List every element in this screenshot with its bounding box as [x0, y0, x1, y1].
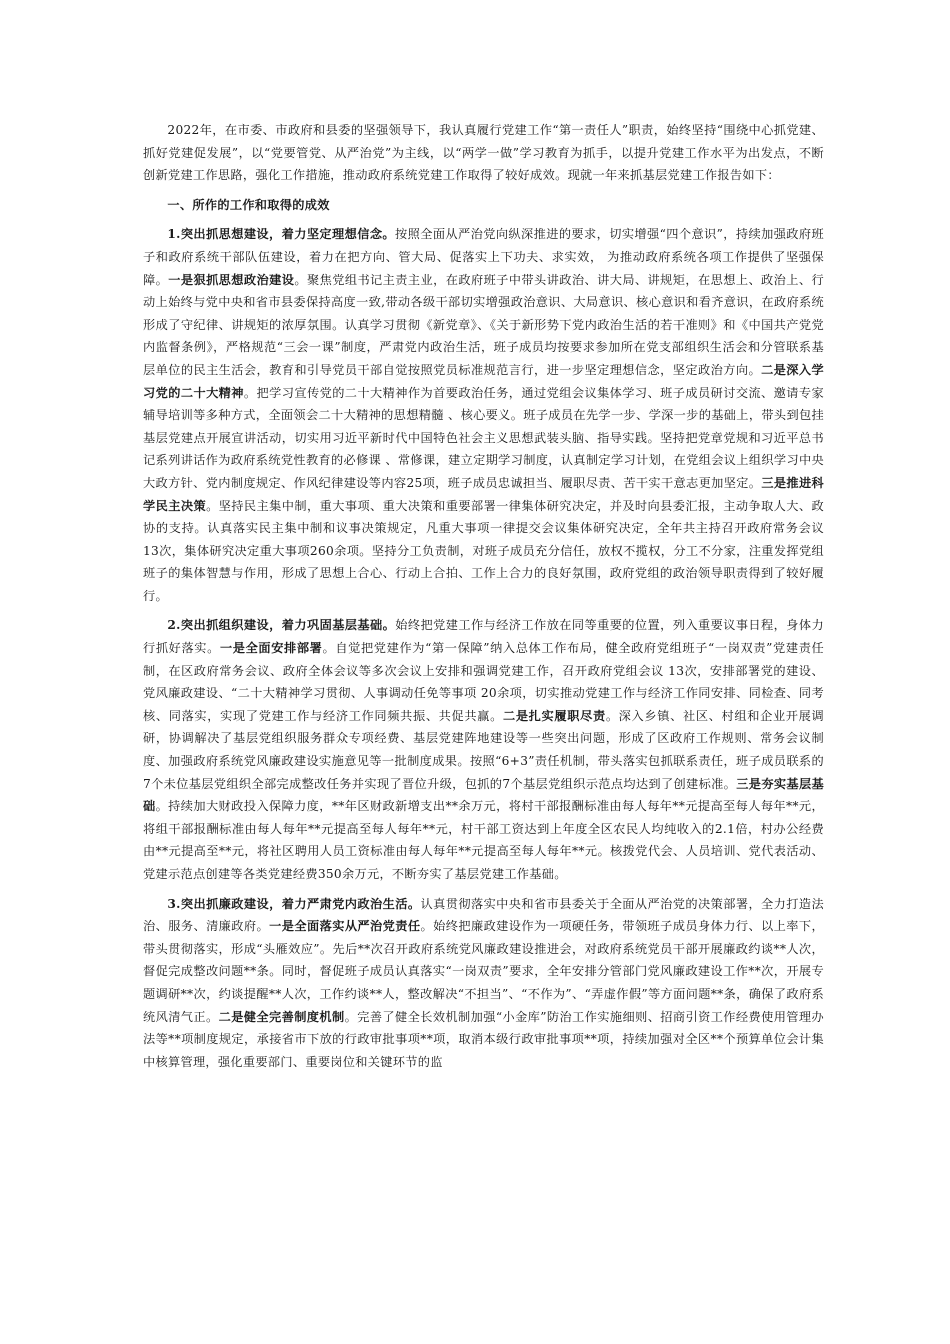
- paragraph-subhead: 三是夯实基层基础: [143, 776, 824, 814]
- paragraph-text: 始终把党建工作与经济工作放在同等重要的位置，列入重要议事日程，身体力行抓好落实。: [143, 618, 824, 656]
- paragraph-text: 按照全面从严治党向纵深推进的要求，切实增强“四个意识”，持续加强政府班子和政府系统干部队伍建设，着力在把方向、管大局、促落实上下功夫、求实效， 为推动政府系统各项工作提供了坚强保障。: [143, 227, 824, 287]
- paragraph-lead: 2.突出抓组织建设，着力巩固基层基础。: [167, 618, 396, 633]
- paragraph-text: 认真贯彻落实中央和省市县委关于全面从严治党的决策部署，全力打造法治、服务、清廉政府。: [143, 896, 824, 934]
- paragraph-lead: 1.突出抓思想建设，着力坚定理想信念。: [167, 227, 396, 242]
- paragraph-text: 。始终把廉政建设作为一项硬任务，带领班子成员身体力行、以上率下，带头贯彻落实，形成“头雁效应”。先后**次召开政府系统党风廉政建设推进会，对政府系统党员干部开展廉政约谈**人次，督促完成整改问题**条。同时，督促班子成员认真落实“一岗双责”要求，全年安排分管部门党风廉政建设工作**次，开展专题调研**次，约谈提醒**人次，工作约谈**人，整改解决“不担当”、“不作为”、“弄虚作假”等方面问题**条，确保了政府系统风清气正。: [143, 919, 824, 1024]
- paragraph-subhead: 一是全面落实从严治党责任: [269, 919, 421, 934]
- paragraph-subhead: 二是健全完善制度机制: [218, 1009, 345, 1024]
- paragraph-subhead: 三是推进科学民主决策: [143, 475, 824, 513]
- paragraph-subhead: 二是深入学习党的二十大精神: [143, 362, 825, 400]
- paragraph-subhead: 二是扎实履职尽责: [502, 708, 606, 723]
- paragraph-text: 。坚持民主集中制，重大事项、重大决策和重要部署一律集体研究决定，并及时向县委汇报，主动争取人大、政协的支持。认真落实民主集中制和议事决策规定，凡重大事项一律提交会议集体研究决定，全年共主持召开政府常务会议 13次，集体研究决定重大事项260余项。坚持分工负责制，对班子成员充分信任，放权不揽权，分工不分家，注重发挥党组班子的集体智慧与作用，形成了思想上合心、行动上合拍、工作上合力的良好氛围，政府党组的政治领导职责得到了较好履行。: [143, 498, 825, 603]
- section-heading-1: 一、所作的工作和取得的成效: [167, 197, 330, 212]
- paragraph-text: 。聚焦党组书记主责主业，在政府班子中带头讲政治、讲大局、讲规矩，在思想上、政治上、行动上始终与党中央和省市县委保持高度一致,带动各级干部切实增强政治意识、大局意识、核心意识和看齐意识，在政府系统形成了守纪律、讲规矩的浓厚氛围。认真学习贯彻《新党章》、《关于新形势下党内政治生活的若干准则》和《中国共产党党内监督条例》，严格规范“三会一课”制度，严肃党内政治生活，班子成员均按要求参加所在党支部组织生活会和分管联系基层单位的民主生活会，教育和引导党员干部自觉按照党员标准规范言行，进一步坚定理想信念，坚定政治方向。: [143, 272, 824, 377]
- paragraph-text: 。把学习宣传党的二十大精神作为首要政治任务，通过党组会议集体学习、班子成员研讨交流、邀请专家辅导培训等多种方式，全面领会二十大精神的思想精髓 、核心要义。班子成员在先学一步、学深一步的基础上，带头到包挂基层党建点开展宣讲活动，切实用习近平新时代中国特色社会主义思想武装头脑、指导实践。坚持把党章党规和习近平总书记系列讲话作为政府系统党性教育的必修课 、常修课，建立定期学习制度，认真制定学习计划，在党组会议上组织学习中央大政方针、党内制度规定、作风纪律建设等内容25项，班子成员忠诚担当、履职尽责、苦干实干意志更加坚定。: [143, 385, 824, 490]
- paragraph-integrity-building: [143, 893, 824, 1074]
- paragraph-subhead: 一是全面安排部署: [219, 641, 323, 656]
- paragraph-organization-building: [143, 614, 824, 885]
- paragraph-ideological-building: [143, 223, 824, 607]
- paragraph-lead: 3.突出抓廉政建设，着力严肃党内政治生活。: [167, 896, 421, 911]
- document-body: [143, 119, 824, 1080]
- paragraph-subhead: 一是狠抓思想政治建设: [168, 272, 295, 287]
- paragraph-text: 。持续加大财政投入保障力度，**年区财政新增支出**余万元，将村干部报酬标准由每人每年**元提高至每人每年**元，将组干部报酬标准由每人每年**元提高至每人每年**元，村干部工资达到上年度全区农民人均纯收入的2.1倍，村办公经费由**元提高至**元，将社区聘用人员工资标准由每人每年**元提高至每人每年**元。核拨党代会、人员培训、党代表活动、党建示范点创建等各类党建经费350余万元，不断夯实了基层党建工作基础。: [143, 799, 824, 881]
- paragraph-text: 。自觉把党建作为“第一保障”纳入总体工作布局，健全政府党组班子“一岗双责”党建责任制，在区政府常务会议、政府全体会议等多次会议上安排和强调党建工作，召开政府党组会议 13次，安排部署党的建设、党风廉政建设、“二十大精神学习贯彻、人事调动任免等事项 20余项，切实推动党建工作与经济工作同安排、同检查、同考核、同落实，实现了党建工作与经济工作同频共振、共促共赢。: [143, 641, 824, 723]
- paragraph-text: 。完善了健全长效机制加强“小金库”防治工作实施细则、招商引资工作经费使用管理办法等**项制度规定，承接省市下放的行政审批事项**项，取消本级行政审批事项**项，持续加强对全区**个预算单位会计集中核算管理，强化重要部门、重要岗位和关键环节的监: [143, 1009, 825, 1069]
- intro-paragraph: 2022年，在市委、市政府和县委的坚强领导下，我认真履行党建工作“第一责任人”职责，始终坚持“围绕中心抓党建、抓好党建促发展”，以“党要管党、从严治党”为主线，以“两学一做”学习教育为抓手，以提升党建工作水平为出发点，不断创新党建工作思路，强化工作措施，推动政府系统党建工作取得了较好成效。现就一年来抓基层党建工作报告如下：: [143, 123, 824, 183]
- paragraph-text: 。深入乡镇、社区、村组和企业开展调研，协调解决了基层党组织服务群众专项经费、基层党建阵地建设等一些突出问题，形成了区政府工作规则、常务会议制度、加强政府系统党风廉政建设实施意见等一批制度成果。按照“6+3”责任机制，带头落实包抓联系责任，班子成员联系的7个未位基层党组织全部完成整改任务并实现了晋位升级，包抓的7个基层党组织示范点均达到了创建标准。: [143, 708, 825, 791]
